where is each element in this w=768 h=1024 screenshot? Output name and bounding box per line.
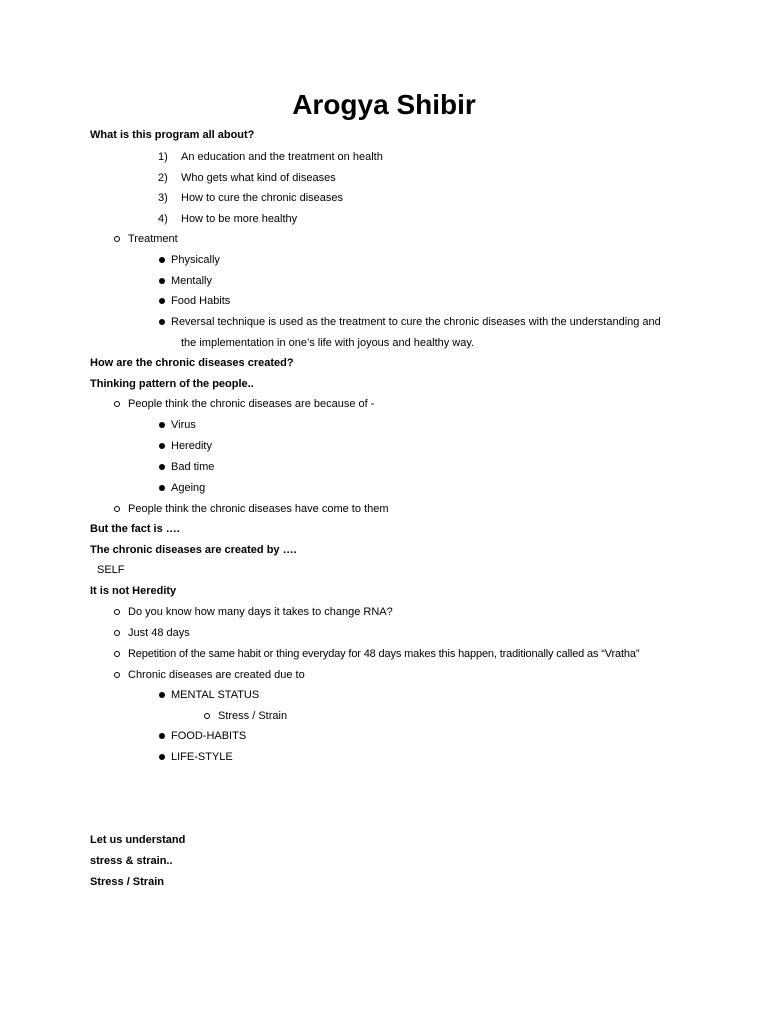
bullet-icon	[159, 464, 165, 470]
section-heading: But the fact is ….	[90, 523, 180, 535]
list-item: An education and the treatment on health	[181, 151, 383, 163]
list-item: Stress / Strain	[218, 710, 288, 722]
bullet-icon	[159, 257, 165, 263]
hollow-bullet-icon	[114, 672, 120, 678]
bullet-icon	[159, 422, 165, 428]
section-heading: stress & strain..	[90, 855, 173, 867]
list-item: MENTAL STATUS	[171, 689, 260, 701]
question-program: What is this program all about?	[90, 129, 255, 141]
hollow-bullet-icon	[204, 713, 210, 719]
hollow-bullet-icon	[114, 506, 120, 512]
list-item: Just 48 days	[128, 627, 190, 639]
bullet-icon	[159, 733, 165, 739]
question-chronic: How are the chronic diseases created?	[90, 357, 294, 369]
section-heading: Stress / Strain	[90, 876, 164, 888]
bullet-icon	[159, 692, 165, 698]
list-item: How to cure the chronic diseases	[181, 192, 344, 204]
list-item: Treatment	[128, 233, 178, 245]
list-item: FOOD-HABITS	[171, 730, 247, 742]
list-number: 2)	[158, 172, 168, 184]
list-item: People think the chronic diseases have come to them	[128, 503, 389, 515]
list-item: Do you know how many days it takes to change RNA?	[128, 606, 393, 618]
list-number: 3)	[158, 192, 168, 204]
hollow-bullet-icon	[114, 630, 120, 636]
section-heading: Let us understand	[90, 834, 186, 846]
section-heading: It is not Heredity	[90, 585, 177, 597]
hollow-bullet-icon	[114, 609, 120, 615]
bullet-icon	[159, 319, 165, 325]
list-item: Food Habits	[171, 295, 231, 307]
list-number: 4)	[158, 213, 168, 225]
list-item-continuation: the implementation in one’s life with joyous and healthy way.	[181, 337, 475, 349]
bullet-icon	[159, 298, 165, 304]
list-item: Bad time	[171, 461, 215, 473]
list-item: Ageing	[171, 482, 206, 494]
bullet-icon	[159, 485, 165, 491]
hollow-bullet-icon	[114, 651, 120, 657]
list-item: Heredity	[171, 440, 212, 452]
page-title: Arogya Shibir	[292, 89, 476, 120]
section-heading: The chronic diseases are created by ….	[90, 544, 297, 556]
hollow-bullet-icon	[114, 401, 120, 407]
section-heading: Thinking pattern of the people..	[90, 378, 254, 390]
list-item: Reversal technique is used as the treatment to cure the chronic diseases with the understanding and	[171, 316, 661, 328]
body-text: SELF	[97, 564, 125, 576]
list-item: People think the chronic diseases are because of -	[128, 398, 375, 410]
list-item: How to be more healthy	[181, 213, 298, 225]
list-number: 1)	[158, 151, 168, 163]
bullet-icon	[159, 278, 165, 284]
list-item: Mentally	[171, 275, 212, 287]
bullet-icon	[159, 443, 165, 449]
bullet-icon	[159, 754, 165, 760]
list-item: Chronic diseases are created due to	[128, 669, 305, 681]
list-item: Virus	[171, 419, 196, 431]
list-item: Repetition of the same habit or thing everyday for 48 days makes this happen, traditionally called as “Vratha”	[128, 648, 640, 660]
list-item: Who gets what kind of diseases	[181, 172, 336, 184]
list-item: Physically	[171, 254, 220, 266]
hollow-bullet-icon	[114, 236, 120, 242]
list-item: LIFE-STYLE	[171, 751, 233, 763]
